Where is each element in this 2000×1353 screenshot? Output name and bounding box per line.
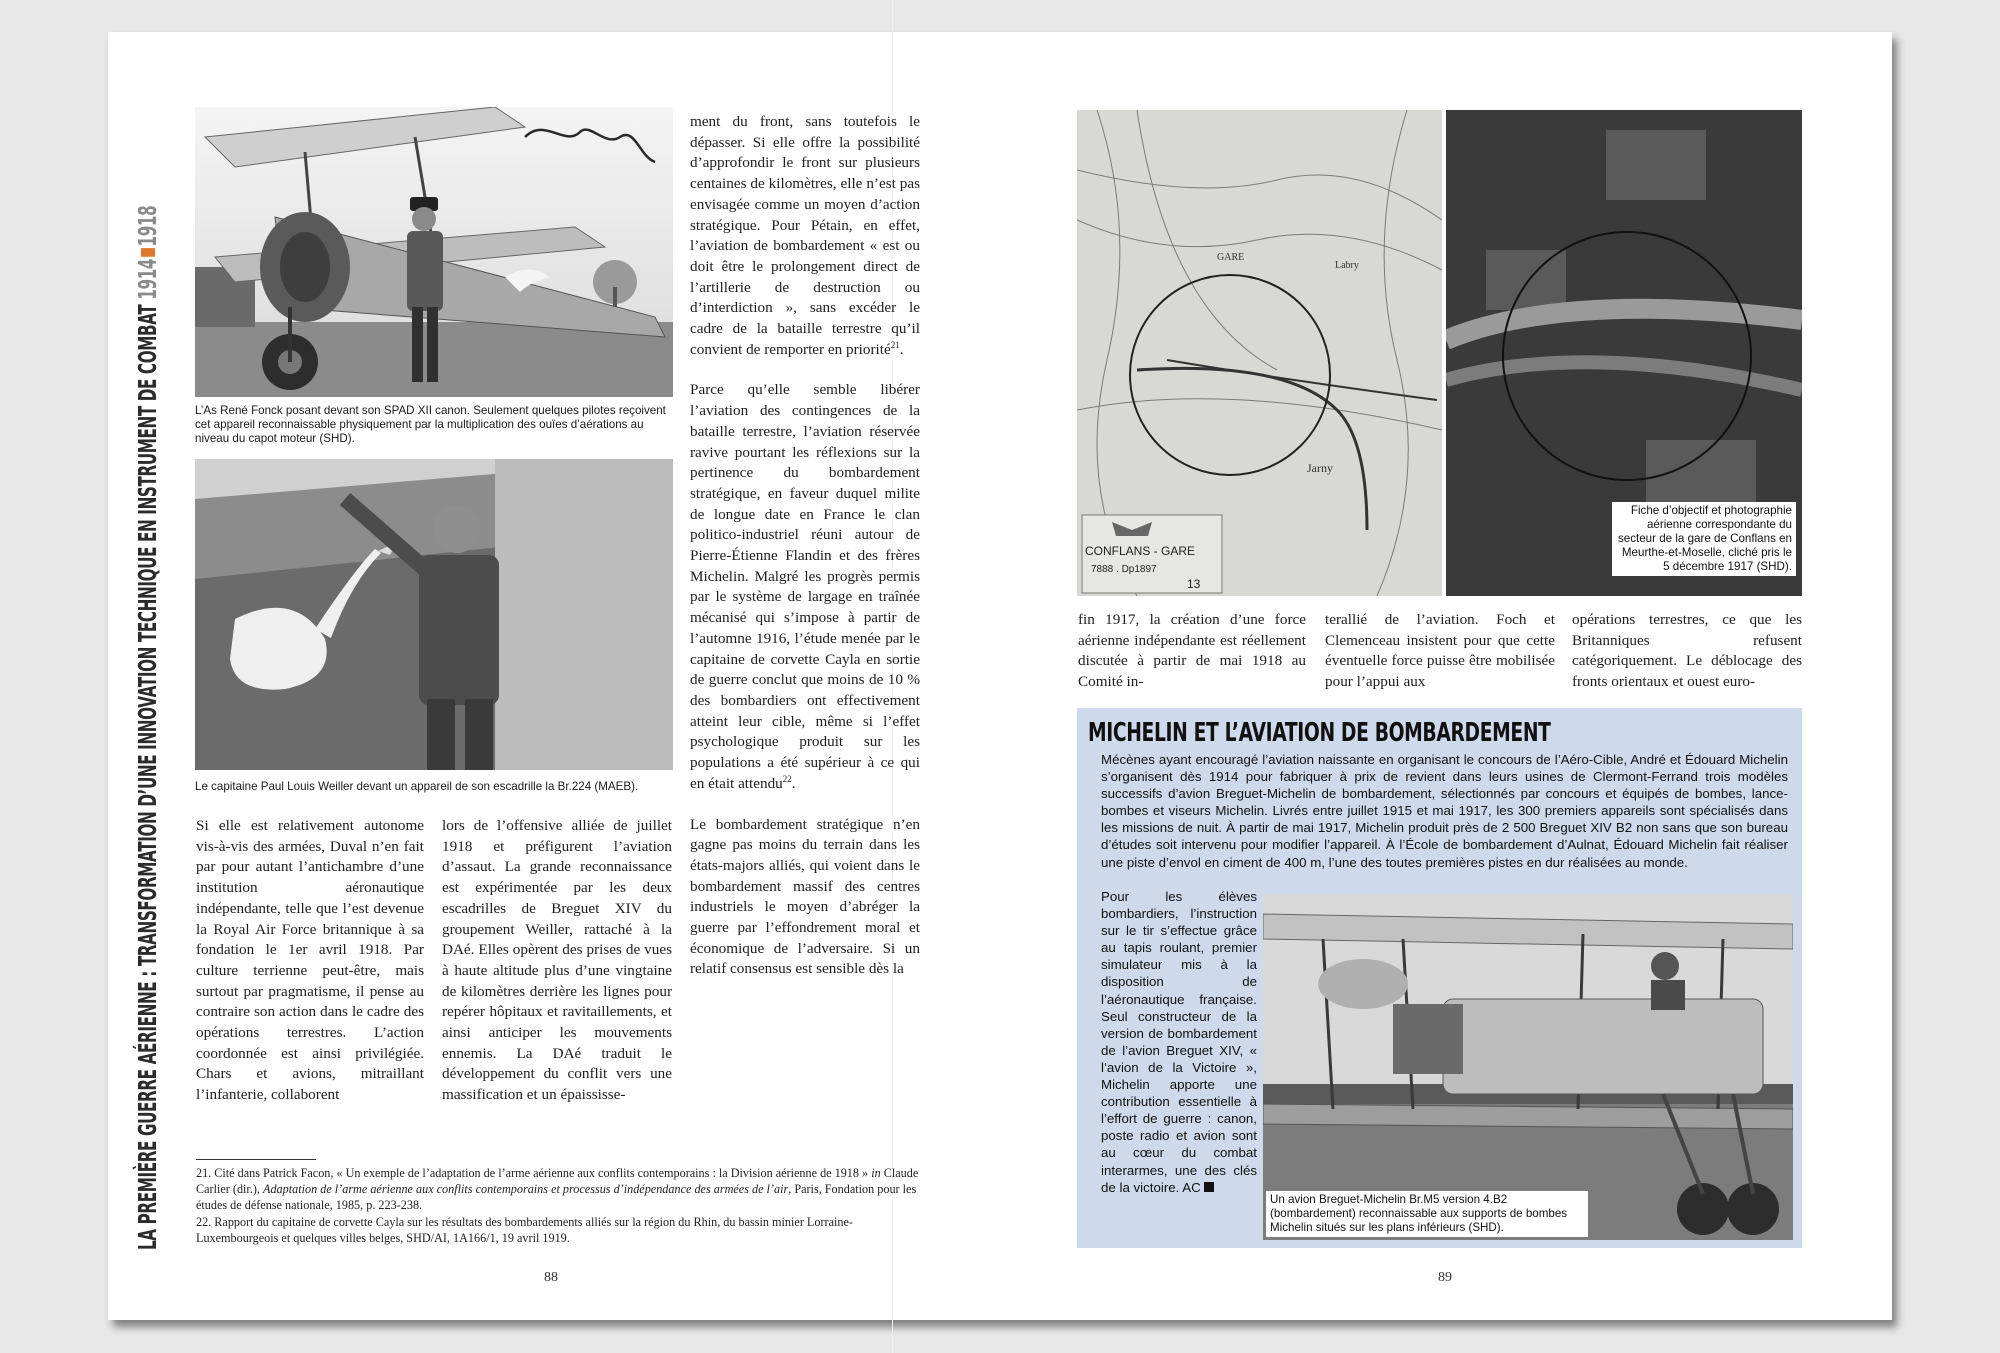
map-label-conflans: CONFLANS - GARE	[1085, 544, 1196, 558]
photo2-caption: Le capitaine Paul Louis Weiller devant un appareil de son escadrille la Br.224 (MAEB).	[195, 780, 639, 793]
right-column-3	[1572, 610, 1802, 713]
photo-weiller	[195, 459, 673, 770]
right-column-2	[1325, 610, 1555, 713]
map-label-labry: Labry	[1335, 260, 1359, 271]
left-col1-paragraph: Si elle est relativement autonome vis-à-vis des armées, Duval n’en fait par pour autant l’antichambre d’une institution aéronautique indépendante, telle que l’est devenue la Royal Air Force britannique à sa fondation le 1er avril 1918. Par culture terrienne peut-être, mais surtout par pragmatisme, il pense au contraire son action dans le cadre des opérations terrestres. L’action coordonnée est ainsi privilégiée. Chars et avions, mitraillant l’infanterie, collaborent	[196, 817, 424, 1104]
running-title-year-end: 1918	[133, 205, 162, 247]
left-col2-paragraph: lors de l’offensive alliée de juillet 1918 et préfigurent l’aviation d’assaut. La grande reconnaissance est expérimentée par les deux escadrilles de Breguet XIV du groupement Weiller, rattaché à la DAé. Elles opèrent des prises de vues à haute altitude plus d’une vingtaine de kilomètres derrière les lignes pour repérer hôpitaux et ravitaillements, et ainsi anticiper les mouvements ennemis. La DAé traduit le développement du conflit vers une massification et un épaississe-	[442, 817, 672, 1104]
photo-fonck-spad	[195, 107, 673, 397]
left-column-1	[196, 816, 424, 1126]
running-title-year-start: 1914	[133, 258, 162, 300]
map-label-jarny: Jarny	[1307, 461, 1333, 475]
michelin-box-title: MICHELIN ET L’AVIATION DE BOMBARDEMENT	[1088, 718, 1551, 748]
map-label-gare: GARE	[1217, 252, 1245, 263]
plane-caption: Un avion Breguet-Michelin Br.M5 version 4.B2 (bombardement) reconnaissable aux supports de bombes Michelin situés sur les plans inférieurs (SHD).	[1266, 1191, 1588, 1237]
right-col1-paragraph: fin 1917, la création d’une force aérienne indépendante est réellement discutée à partir de mai 1918 au Comité in-	[1078, 611, 1306, 691]
footnotes	[196, 1165, 922, 1246]
footnote-ref-21[interactable]: 21	[890, 339, 900, 350]
map-label-num: 13	[1187, 577, 1201, 591]
left-col3-paragraph-1: ment du front, sans toutefois le dépasser. Si elle offre la possibilité d’approfondir le front sur plusieurs centaines de kilomètres, elle n’est pas envisagée comme un moyen d’action stratégique. Pour Pétain, en effet, l’aviation de bombardement « est ou doit être le prolongement direct de l’artillerie de destruction ou d’interdiction », sans excéder le cadre de la bataille terrestre qu’il convient de remporter en priorité$^{21}$.	[690, 113, 920, 358]
left-col3-paragraph-2: Parce qu’elle semble libérer l’aviation des contingences de la bataille terrestre, l’aviation réservée ravive pourtant les réflexions sur la pertinence du bombardement stratégique, en faveur duquel milite de longue date en France le clan politico-industriel réuni autour de Pierre-Étienne Flandin et des frères Michelin. Malgré les progrès permis par le système de largage en traînée mécanisé qui s’impose à partir de l’automne 1916, l’étude menée par le capitaine de corvette Cayla en sortie de guerre conclut que moins de 10 % des bombardiers ont effectivement atteint leur cible, même si l’effet psychologique produit sur les populations a été supérieur à ce qui en était attendu$^{22}$.	[690, 381, 920, 792]
left-column-3	[690, 112, 920, 1000]
footnote-ref-22[interactable]: 22	[782, 773, 792, 784]
photo1-caption: L’As René Fonck posant devant son SPAD XII canon. Seulement quelques pilotes reçoivent cet appareil reconnaissable physiquement par la multiplication des ouïes d’aérations au niveau du capot moteur (SHD).	[195, 404, 666, 445]
running-title-text: LA PREMIÈRE GUERRE AÉRIENNE : TRANSFORMATION D’UNE INNOVATION TECHNIQUE EN INSTRUMENT DE COMBAT	[133, 304, 162, 1250]
map-label-ref: 7888 . Dp1897	[1091, 564, 1157, 575]
michelin-box-text: Mécènes ayant encouragé l’aviation naissante en organisant le concours de l’Aéro-Cible, André et Édouard Michelin s’organisent dès 1914 pour fabriquer à prix de revient dans leurs usines de Clermont-Ferrand trois modèles successifs d’avion Breguet-Michelin de bombardement, sélectionnés par concours et équipés de bombes, lance-bombes et viseurs Michelin. Livrés entre juillet 1915 et mai 1917, les 300 premiers appareils sont spécialisés dans les missions de nuit. À partir de mai 1917, Michelin produit près de 2 500 Breguet XIV B2 non sans que son bureau d’études soit intervenu pour modifier l’appareil. À l’École de bombardement d’Aulnat, Édouard Michelin fait réaliser une piste d’envol en ciment de 400 m, l’une des toutes premières pistes en dur réalisées au monde.	[1101, 752, 1788, 870]
footnote-22: 22. Rapport du capitaine de corvette Cayla sur les résultats des bombardements alliés sur la région du Rhin, du bassin minier Lorraine-Luxembourgeois et quelques villes belges, SHD/AI, 1A166/1, 19 avril 1919.	[196, 1214, 853, 1245]
photo-breguet-michelin	[1263, 894, 1793, 1240]
running-title	[128, 205, 168, 1250]
left-col3-p1-text: ment du front, sans toutefois le dépasser. Si elle offre la possibilité d’approfondir le front sur plusieurs centaines de kilomètres, elle n’est pas envisagée comme un moyen d’action stratégique. Pour Pétain, en effet, l’aviation de bombardement « est ou doit être le prolongement direct de l’artillerie de destruction ou d’interdiction », sans excéder le cadre de la bataille terrestre qu’il convient de remporter en priorité	[690, 113, 920, 358]
page-number-left: 88	[544, 1270, 558, 1285]
right-col2-paragraph: terallié de l’aviation. Foch et Clemenceau insistent pour que cette éventuelle force puisse être mobilisée pour l’appui aux	[1325, 611, 1555, 691]
right-col3-paragraph: opérations terrestres, ce que les Britanniques refusent catégoriquement. Le déblocage des fronts orientaux et ouest euro-	[1572, 611, 1802, 691]
page-number-right: 89	[1438, 1270, 1452, 1285]
left-col3-paragraph-3: Le bombardement stratégique n’en gagne pas moins du terrain dans les états-majors alliés, qui voient dans le bombardement massif des centres industriels le moyen d’abréger la guerre par l’effondrement moral et économique de l’adversaire. Si un relatif consensus est sensible dès la	[690, 815, 920, 978]
footnote-21: 21. Cité dans Patrick Facon, « Un exemple de l’adaptation de l’arme aérienne aux conflits contemporains : la Division aérienne de 1918 » in Claude Carlier (dir.), Adaptation de l’arme aérienne aux conflits contemporains et processus d’indépendance des armées de l’air, Paris, Fondation pour les études de défense nationale, 1985, p. 223-238.	[196, 1166, 919, 1213]
map-caption: Fiche d’objectif et photographie aérienne correspondante du secteur de la gare de Conflans en Meurthe-et-Moselle, cliché pris le 5 décembre 1917 (SHD).	[1612, 502, 1796, 576]
objective-map	[1077, 110, 1442, 596]
end-of-article-icon	[1204, 1182, 1214, 1192]
left-column-2	[442, 816, 672, 1126]
michelin-box-text-2: Pour les élèves bombardiers, l’instruction sur le tir s’effectue grâce au tapis roulant, premier simulateur mis à la disposition de l’aéronautique française. Seul constructeur de la version de bombardement de l’avion Breguet XIV, « l’avion de la Victoire », Michelin apporte une contribution essentielle à l’effort de guerre : canon, poste radio et avion sont au cœur du combat interarmes, une des clés de la victoire. AC	[1101, 889, 1257, 1195]
right-column-1	[1078, 610, 1306, 713]
orange-square-icon	[141, 248, 155, 257]
footnote-rule	[196, 1159, 316, 1160]
left-col3-p2-text: Parce qu’elle semble libérer l’aviation des contingences de la bataille terrestre, l’aviation réservée ravive pourtant les réflexions sur la pertinence du bombardement stratégique, en faveur duquel milite de longue date en France le clan politico-industriel réuni autour de Pierre-Étienne Flandin et des frères Michelin. Malgré les progrès permis par le système de largage en traînée mécanisé qui s’impose à partir de l’automne 1916, l’étude menée par le capitaine de corvette Cayla en sortie de guerre conclut que moins de 10 % des bombardiers ont effectivement atteint leur cible, même si l’effet psychologique produit sur les populations a été supérieur à ce qui en était attendu	[690, 381, 920, 792]
